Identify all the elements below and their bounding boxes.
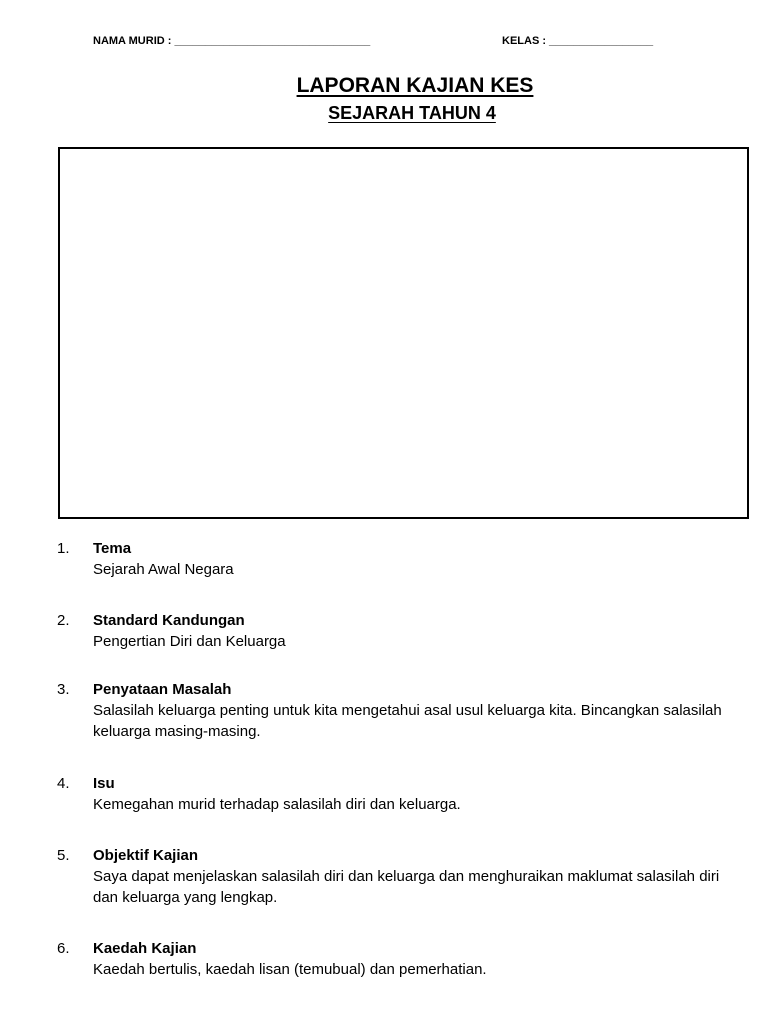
page-subtitle: SEJARAH TAHUN 4 xyxy=(328,103,496,123)
item-number: 2. xyxy=(57,612,70,629)
item-heading: Objektif Kajian xyxy=(93,847,199,864)
item-number: 3. xyxy=(57,681,70,698)
student-info-row xyxy=(0,35,768,51)
class-field: KELAS : _________________ xyxy=(502,35,654,47)
item-text: Salasilah keluarga penting untuk kita mengetahui asal usul keluarga kita. Bincangkan salasilah keluarga masing-masing. xyxy=(93,702,722,740)
item-number: 4. xyxy=(57,775,70,792)
item-number: 5. xyxy=(57,847,70,864)
item-text: Kemegahan murid terhadap salasilah diri dan keluarga. xyxy=(93,796,461,813)
item-heading: Tema xyxy=(93,540,132,557)
item-heading: Penyataan Masalah xyxy=(93,681,232,698)
page-title: LAPORAN KAJIAN KES xyxy=(296,74,534,97)
item-heading: Standard Kandungan xyxy=(93,612,245,629)
item-number: 6. xyxy=(57,940,70,957)
drawing-box xyxy=(58,147,749,519)
item-heading: Kaedah Kajian xyxy=(93,940,197,957)
item-number: 1. xyxy=(57,540,70,557)
item-text: Saya dapat menjelaskan salasilah diri dan keluarga dan menghuraikan maklumat salasilah diri dan keluarga yang lengkap. xyxy=(93,868,720,906)
student-name-field: NAMA MURID : ________________________________ xyxy=(93,35,371,47)
item-text: Pengertian Diri dan Keluarga xyxy=(93,633,286,650)
item-text: Sejarah Awal Negara xyxy=(93,561,234,578)
item-text: Kaedah bertulis, kaedah lisan (temubual) dan pemerhatian. xyxy=(93,961,487,978)
item-heading: Isu xyxy=(93,775,115,792)
